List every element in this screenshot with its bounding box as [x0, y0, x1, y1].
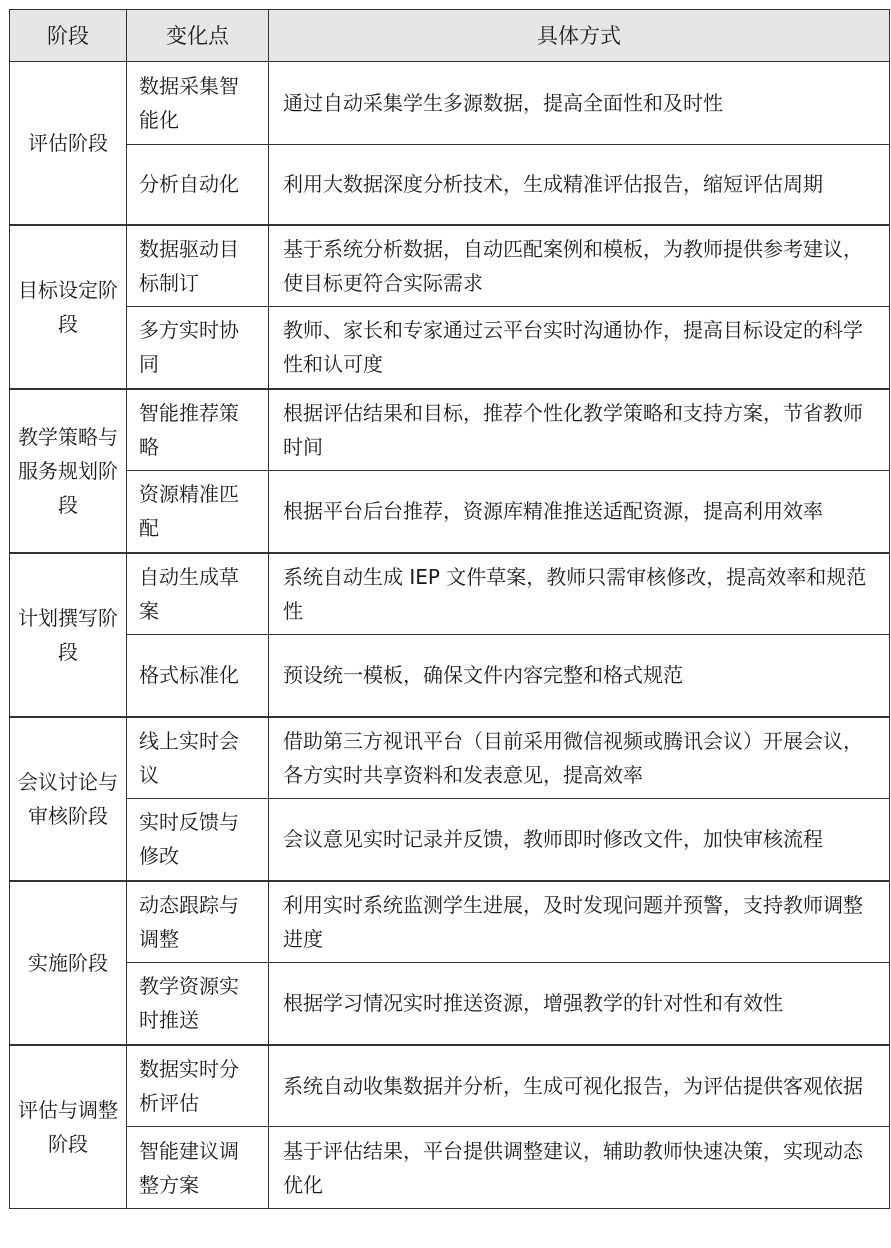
- table-row: [10, 963, 890, 1045]
- method-cell: 基于评估结果，平台提供调整建议，辅助教师快速决策，实现动态优化: [269, 1127, 890, 1209]
- change-point-cell: 动态跟踪与调整: [127, 881, 269, 963]
- method-cell: 利用实时系统监测学生进展，及时发现问题并预警，支持教师调整进度: [269, 881, 890, 963]
- method-cell: 系统自动生成 IEP 文件草案，教师只需审核修改，提高效率和规范性: [269, 553, 890, 635]
- table-row: [10, 635, 890, 717]
- change-point-cell: 格式标准化: [127, 635, 269, 717]
- table-row: [10, 1127, 890, 1209]
- table-row: [10, 799, 890, 881]
- stage-cell: 目标设定阶段: [10, 225, 127, 389]
- change-point-cell: 数据采集智能化: [127, 62, 269, 145]
- change-point-cell: 分析自动化: [127, 145, 269, 225]
- method-cell: 利用大数据深度分析技术，生成精准评估报告，缩短评估周期: [269, 145, 890, 225]
- change-point-cell: 线上实时会议: [127, 717, 269, 799]
- change-point-cell: 自动生成草案: [127, 553, 269, 635]
- change-point-cell: 数据实时分析评估: [127, 1045, 269, 1127]
- table-row: [10, 225, 890, 307]
- stage-cell: 会议讨论与审核阶段: [10, 717, 127, 881]
- change-point-cell: 智能推荐策略: [127, 389, 269, 471]
- header-change-point: 变化点: [127, 10, 269, 62]
- change-point-cell: 资源精准匹配: [127, 471, 269, 553]
- change-point-cell: 数据驱动目标制订: [127, 225, 269, 307]
- iep-change-table: [9, 9, 890, 1209]
- method-cell: 基于系统分析数据，自动匹配案例和模板，为教师提供参考建议，使目标更符合实际需求: [269, 225, 890, 307]
- header-method: 具体方式: [269, 10, 890, 62]
- table-row: [10, 307, 890, 389]
- table-row: [10, 471, 890, 553]
- method-cell: 根据平台后台推荐，资源库精准推送适配资源，提高利用效率: [269, 471, 890, 553]
- header-stage: 阶段: [10, 10, 127, 62]
- stage-cell: 评估与调整阶段: [10, 1045, 127, 1209]
- stage-cell: 实施阶段: [10, 881, 127, 1045]
- method-cell: 通过自动采集学生多源数据，提高全面性和及时性: [269, 62, 890, 145]
- change-point-cell: 实时反馈与修改: [127, 799, 269, 881]
- table-row: [10, 881, 890, 963]
- header-row: [10, 10, 890, 62]
- stage-cell: 教学策略与服务规划阶段: [10, 389, 127, 553]
- change-point-cell: 智能建议调整方案: [127, 1127, 269, 1209]
- method-cell: 借助第三方视讯平台（目前采用微信视频或腾讯会议）开展会议，各方实时共享资料和发表意见，提高效率: [269, 717, 890, 799]
- table-row: [10, 389, 890, 471]
- table-row: [10, 1045, 890, 1127]
- stage-cell: 计划撰写阶段: [10, 553, 127, 717]
- stage-cell: 评估阶段: [10, 62, 127, 225]
- table-row: [10, 717, 890, 799]
- change-point-cell: 多方实时协同: [127, 307, 269, 389]
- table-row: [10, 553, 890, 635]
- method-cell: 根据学习情况实时推送资源，增强教学的针对性和有效性: [269, 963, 890, 1045]
- method-cell: 系统自动收集数据并分析，生成可视化报告，为评估提供客观依据: [269, 1045, 890, 1127]
- table-row: [10, 62, 890, 145]
- method-cell: 预设统一模板，确保文件内容完整和格式规范: [269, 635, 890, 717]
- change-point-cell: 教学资源实时推送: [127, 963, 269, 1045]
- method-cell: 根据评估结果和目标，推荐个性化教学策略和支持方案，节省教师时间: [269, 389, 890, 471]
- method-cell: 会议意见实时记录并反馈，教师即时修改文件，加快审核流程: [269, 799, 890, 881]
- table-row: [10, 145, 890, 225]
- method-cell: 教师、家长和专家通过云平台实时沟通协作，提高目标设定的科学性和认可度: [269, 307, 890, 389]
